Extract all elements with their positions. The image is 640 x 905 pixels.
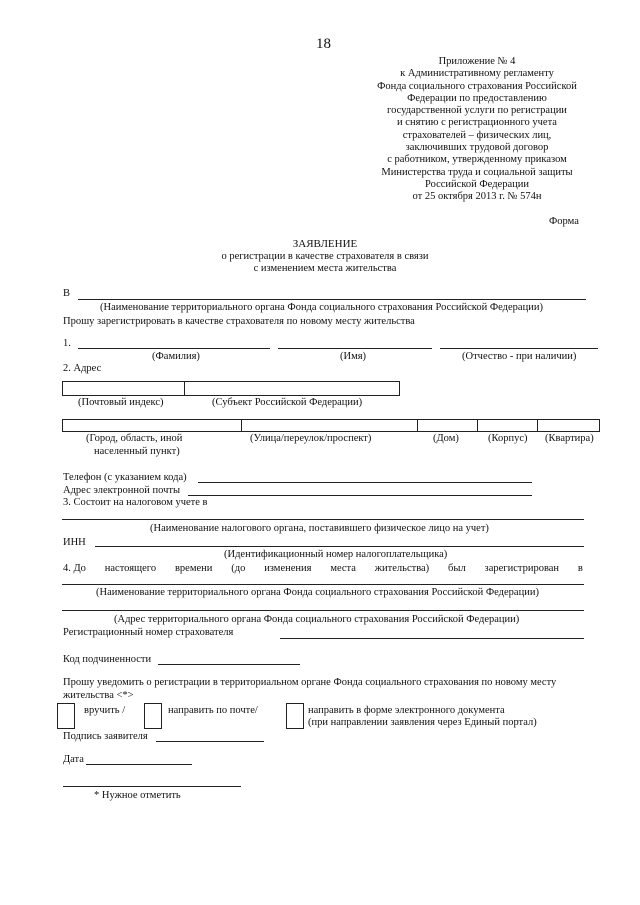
phone-field[interactable]: [198, 482, 532, 483]
territorial-body-field[interactable]: [78, 299, 586, 300]
item4-word: жительства): [374, 563, 430, 574]
territorial-body-caption: (Наименование территориального органа Фонда социального страхования Российской Федерации): [100, 302, 543, 313]
subject-box[interactable]: [184, 381, 400, 396]
appendix-line: и снятию с регистрационного учета: [397, 117, 557, 129]
reg-number-label: Регистрационный номер страхователя: [63, 627, 234, 638]
page-number: 18: [316, 36, 331, 52]
address-detail-row[interactable]: [62, 419, 600, 432]
document-subtitle-1: о регистрации в качестве страхователя в связи: [221, 251, 429, 262]
territorial-address-field[interactable]: [62, 610, 584, 611]
inn-label: ИНН: [63, 537, 86, 548]
item4-word: был: [448, 563, 466, 574]
item4-word: настоящего: [104, 563, 157, 574]
tax-body-field[interactable]: [62, 519, 584, 520]
previous-territorial-body-field[interactable]: [62, 584, 584, 585]
item4-word: 4. До: [63, 563, 86, 574]
city-caption-2: населенный пункт): [94, 446, 180, 457]
appendix-line: Приложение № 4: [438, 56, 516, 67]
notify-line-2: жительства <*>: [63, 690, 134, 701]
footnote: * Нужное отметить: [94, 790, 181, 801]
reg-number-field[interactable]: [280, 638, 584, 639]
subordination-label: Код подчиненности: [63, 654, 152, 665]
date-field[interactable]: [86, 764, 192, 765]
request-line: Прошу зарегистрировать в качестве страхователя по новому месту жительства: [63, 316, 415, 327]
appendix-line: Федерации по предоставлению: [407, 92, 547, 104]
appendix-line: страхователей – физических лиц,: [402, 129, 552, 141]
document-subtitle-2: с изменением места жительства: [253, 263, 397, 274]
notify-line-1: Прошу уведомить о регистрации в территориальном органе Фонда социального страхования по новому месту: [63, 677, 557, 688]
appendix-line: заключивших трудовой договор: [405, 142, 549, 154]
appendix-line: Фонда социального страхования Российской: [377, 80, 577, 92]
date-label: Дата: [63, 754, 84, 765]
option-electronic-2: (при направлении заявления через Единый портал): [308, 717, 537, 728]
patronymic-caption: (Отчество - при наличии): [462, 351, 577, 362]
document-title: ЗАЯВЛЕНИЕ: [292, 238, 358, 250]
item4-word: места: [330, 563, 356, 574]
item4-word: (до: [231, 563, 246, 574]
name-caption: (Имя): [340, 351, 367, 362]
subordination-field[interactable]: [158, 664, 300, 665]
territorial-body-caption-2: (Наименование территориального органа Фонда социального страхования Российской Федерации): [96, 587, 539, 598]
signature-field[interactable]: [156, 741, 264, 742]
footnote-divider: [63, 786, 241, 787]
appendix-line: от 25 октября 2013 г. № 574н: [412, 191, 542, 203]
name-field[interactable]: [278, 348, 432, 349]
email-label: Адрес электронной почты: [63, 485, 181, 496]
territorial-address-caption: (Адрес территориального органа Фонда социального страхования Российской Федерации): [114, 614, 520, 625]
option-electronic-1: направить в форме электронного документа: [308, 705, 505, 716]
phone-label: Телефон (с указанием кода): [63, 472, 187, 483]
inn-caption: (Идентификационный номер налогоплательщика): [224, 549, 448, 560]
to-prefix: В: [63, 288, 71, 299]
appendix-line: государственной услуги по регистрации: [387, 105, 567, 117]
item4-word: в: [577, 563, 583, 574]
building-caption: (Корпус): [488, 433, 528, 444]
surname-caption: (Фамилия): [152, 351, 200, 362]
address-cell-street[interactable]: [241, 420, 242, 431]
electronic-delivery-checkbox[interactable]: [286, 703, 304, 729]
item4-word: времени: [174, 563, 213, 574]
inn-field[interactable]: [95, 546, 584, 547]
item4-word: зарегистрирован: [484, 563, 560, 574]
appendix-block: [368, 56, 586, 204]
appendix-line: с работником, утвержденному приказом: [387, 154, 567, 166]
subject-caption: (Субъект Российской Федерации): [212, 397, 363, 408]
address-cell-building[interactable]: [477, 420, 478, 431]
option-mail: направить по почте/: [168, 705, 258, 716]
item3-tax: 3. Состоит на налоговом учете в: [63, 497, 208, 508]
mail-delivery-checkbox[interactable]: [144, 703, 162, 729]
item4-word: изменения: [264, 563, 312, 574]
address-cell-apartment[interactable]: [537, 420, 538, 431]
address-cell-house[interactable]: [417, 420, 418, 431]
house-caption: (Дом): [433, 433, 459, 444]
item1-number: 1.: [63, 338, 71, 349]
appendix-line: Российской Федерации: [425, 178, 529, 190]
item4-line: [63, 563, 583, 574]
surname-field[interactable]: [78, 348, 270, 349]
postal-index-caption: (Почтовый индекс): [78, 397, 164, 408]
email-field[interactable]: [188, 495, 532, 496]
patronymic-field[interactable]: [440, 348, 598, 349]
postal-index-box[interactable]: [62, 381, 186, 396]
street-caption: (Улица/переулок/проспект): [250, 433, 372, 444]
signature-label: Подпись заявителя: [63, 731, 148, 742]
form-label: Форма: [549, 216, 579, 227]
appendix-line: Министерства труда и социальной защиты: [381, 166, 573, 178]
item2-address: 2. Адрес: [63, 363, 102, 374]
appendix-line: к Административному регламенту: [400, 68, 554, 80]
hand-delivery-checkbox[interactable]: [57, 703, 75, 729]
apartment-caption: (Квартира): [545, 433, 594, 444]
tax-body-caption: (Наименование налогового органа, поставившего физическое лицо на учет): [150, 523, 489, 534]
option-hand: вручить /: [84, 705, 126, 716]
city-caption-1: (Город, область, иной: [86, 433, 183, 444]
